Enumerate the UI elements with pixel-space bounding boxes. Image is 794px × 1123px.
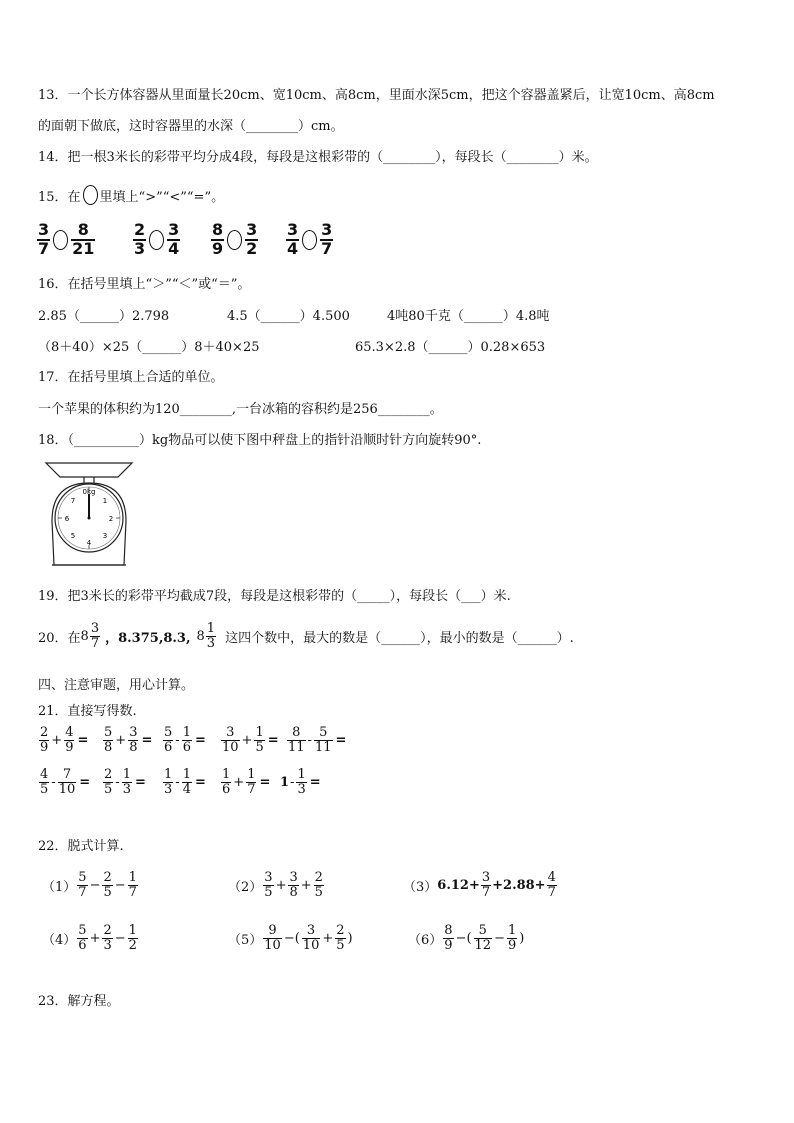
- fraction: $\frac{7}{10}$: [58, 767, 76, 797]
- fraction: $\frac{2}{5}$: [314, 870, 323, 900]
- fraction: $\frac{1}{6}$: [222, 767, 231, 797]
- q21-item: $\frac{5}{6}$ - $\frac{1}{6}$ =: [164, 725, 206, 755]
- fraction: $\frac{2}{9}$: [40, 725, 49, 755]
- fraction: $\frac{5}{8}$: [104, 725, 113, 755]
- q21-item: $\frac{8}{11}$ - $\frac{5}{11}$ =: [288, 725, 347, 755]
- fraction: $\frac{8}{21}$: [72, 220, 95, 258]
- q16-item: 65.3×2.8（______）0.28×653: [355, 340, 546, 355]
- compare-circle-icon: [83, 185, 98, 205]
- fraction: $\frac{3}{10}$: [222, 725, 239, 755]
- section-heading: 四、注意审题，用心计算。: [38, 678, 195, 693]
- mixed-number: [81, 622, 102, 650]
- q16-item: （8＋40）×25（______）8＋40×25: [38, 340, 260, 355]
- answer-circle[interactable]: [149, 230, 164, 250]
- q23-head: 23．解方程。: [38, 994, 120, 1009]
- fraction: $\frac{3}{4}$: [168, 220, 180, 258]
- mixed-whole: 8: [80, 628, 89, 644]
- fraction: $\frac{8}{9}$: [212, 220, 224, 258]
- problem-label: （1）: [42, 879, 77, 895]
- scale-number: 4: [86, 539, 92, 547]
- q17-head: 17．在括号里填上合适的单位。: [38, 370, 224, 385]
- q16-head: 16．在括号里填上“＞”“＜”或“＝”。: [38, 277, 251, 292]
- answer-circle[interactable]: [227, 230, 242, 250]
- fraction: $\frac{2}{5}$: [336, 923, 345, 953]
- q21-item: $\frac{1}{3}$ - $\frac{1}{4}$ =: [164, 767, 206, 797]
- fraction: $\frac{4}{5}$: [40, 767, 49, 797]
- q22-problem-4: （4） $\frac{5}{6}$ + $\frac{2}{3}$ − $\frac{1}{2}$: [42, 923, 137, 953]
- fraction: $\frac{1}{9}$: [507, 923, 517, 953]
- fraction: $\frac{3}{8}$: [129, 725, 138, 755]
- q21-item: $\frac{3}{10}$ + $\frac{1}{5}$ =: [222, 725, 279, 755]
- scale-zero-label: 0kg: [82, 488, 96, 496]
- fraction: $\frac{1}{7}$: [247, 767, 256, 797]
- q17-line: 一个苹果的体积约为120________,一台冰箱的容积约是256________。: [38, 402, 443, 417]
- q21-item: $\frac{2}{5}$ - $\frac{1}{3}$ =: [104, 767, 146, 797]
- q16-item: 4.5（______）4.500: [227, 309, 350, 324]
- q15-pair: [36, 222, 132, 258]
- scale-number: 2: [108, 515, 114, 523]
- q18-line: 18．（__________）kg物品可以使下图中秤盘上的指针沿顺时针方向旋转90°.: [38, 433, 482, 448]
- scale-number: 5: [70, 532, 76, 540]
- q20-post: 这四个数中，最大的数是（______），最小的数是（______）.: [225, 630, 574, 646]
- problem-label: （5）: [228, 932, 263, 948]
- scale-number: 3: [102, 532, 108, 540]
- q21-row2: [38, 768, 321, 796]
- answer-circle[interactable]: [302, 230, 317, 250]
- fraction: $\frac{9}{10}$: [264, 923, 281, 953]
- fraction: $\frac{4}{9}$: [65, 725, 74, 755]
- answer-circle[interactable]: [53, 230, 68, 250]
- fraction: $\frac{1}{3}$: [206, 621, 216, 651]
- q21-item: 1 - $\frac{1}{3}$ =: [280, 767, 321, 797]
- q22-problem-2: （2） $\frac{3}{5}$ + $\frac{3}{8}$ + $\frac{2}{5}$: [228, 870, 323, 900]
- q20-pre: 20．在: [38, 630, 81, 646]
- fraction: $\frac{3}{7}$: [90, 621, 100, 651]
- problem-label: （4）: [42, 932, 77, 948]
- q22-problem-3: （3） 6.12+ $\frac{3}{7}$ +2.88+ $\frac{4}{7}$: [403, 870, 556, 900]
- q13-line1: 13．一个长方体容器从里面量长20cm、宽10cm、高8cm，里面水深5cm，把这个容器盖紧后，让宽10cm、高8cm: [38, 88, 715, 103]
- q15-pair: [210, 222, 285, 258]
- q14-text: 14．把一根3米长的彩带平均分成4段，每段是这根彩带的（________），每段长（________）米。: [38, 150, 598, 165]
- fraction: $\frac{2}{3}$: [103, 923, 112, 953]
- fraction: $\frac{1}{3}$: [164, 767, 173, 797]
- fraction: $\frac{5}{11}$: [314, 725, 332, 755]
- fraction: $\frac{3}{10}$: [302, 923, 320, 953]
- fraction: $\frac{3}{7}$: [38, 220, 50, 258]
- fraction: $\frac{5}{12}$: [474, 923, 492, 953]
- fraction: $\frac{1}{7}$: [128, 870, 137, 900]
- q15-head: [38, 185, 224, 205]
- fraction: $\frac{3}{8}$: [289, 870, 298, 900]
- q21-item: $\frac{4}{5}$ - $\frac{7}{10}$ =: [40, 767, 91, 797]
- q21-item: $\frac{1}{6}$ + $\frac{1}{7}$ =: [222, 767, 271, 797]
- q15-pairs: [36, 222, 334, 258]
- q15-head-b: 里填上“>”“<”“=”。: [99, 189, 225, 205]
- fraction: $\frac{2}{3}$: [134, 220, 146, 258]
- fraction: $\frac{3}{7}$: [481, 870, 491, 900]
- problem-label: （3）: [403, 879, 438, 895]
- q20-line: [38, 622, 574, 650]
- fraction: $\frac{3}{4}$: [287, 220, 299, 258]
- q20-mid: ，8.375,8.3,: [105, 630, 191, 646]
- fraction: $\frac{1}{3}$: [297, 767, 306, 797]
- q21-item: $\frac{5}{8}$ + $\frac{3}{8}$ =: [104, 725, 153, 755]
- fraction: $\frac{1}{5}$: [255, 725, 264, 755]
- q22-problem-6: （6） $\frac{8}{9}$ −( $\frac{5}{12}$ − $\frac{1}{9}$ ): [408, 923, 525, 953]
- q16-item: 2.85（______）2.798: [38, 309, 170, 324]
- q19-text: 19．把3米长的彩带平均截成7段，每段是这根彩带的（_____），每段长（___）米.: [38, 589, 511, 604]
- scale-number: 1: [102, 497, 108, 505]
- q21-head: 21．直接写得数.: [38, 704, 137, 719]
- fraction: $\frac{1}{4}$: [182, 767, 191, 797]
- q13-line2: 的面朝下做底，这时容器里的水深（________）cm。: [38, 119, 344, 134]
- q22-head: 22．脱式计算.: [38, 839, 124, 854]
- fraction: $\frac{1}{2}$: [128, 923, 137, 953]
- q15-pair: [132, 222, 210, 258]
- q21-item: $\frac{2}{9}$ + $\frac{4}{9}$ =: [40, 725, 89, 755]
- fraction: $\frac{1}{3}$: [122, 767, 131, 797]
- fraction: $\frac{3}{7}$: [321, 220, 333, 258]
- fraction: $\frac{5}{6}$: [78, 923, 87, 953]
- fraction: $\frac{5}{6}$: [164, 725, 173, 755]
- mixed-number: [197, 622, 218, 650]
- fraction: $\frac{2}{5}$: [103, 870, 112, 900]
- fraction: $\frac{8}{9}$: [444, 923, 453, 953]
- q21-row1: [38, 726, 346, 754]
- problem-label: （6）: [408, 932, 443, 948]
- fraction: $\frac{3}{2}$: [246, 220, 258, 258]
- q22-problem-5: （5） $\frac{9}{10}$ −( $\frac{3}{10}$ + $\frac{2}{5}$ ): [228, 923, 353, 953]
- problem-label: （2）: [228, 879, 263, 895]
- q15-pair: [285, 222, 334, 258]
- q22-problem-1: （1） $\frac{5}{7}$ − $\frac{2}{5}$ − $\frac{1}{7}$: [42, 870, 137, 900]
- fraction: $\frac{4}{7}$: [547, 870, 556, 900]
- scale-number: 7: [70, 497, 76, 505]
- q16-item: 4吨80千克（______）4.8吨: [387, 309, 550, 324]
- fraction: $\frac{1}{6}$: [182, 725, 191, 755]
- mixed-whole: 8: [196, 628, 205, 644]
- fraction: $\frac{2}{5}$: [104, 767, 113, 797]
- scale-number: 6: [64, 515, 70, 523]
- fraction: $\frac{8}{11}$: [288, 725, 305, 755]
- fraction: $\frac{3}{5}$: [264, 870, 273, 900]
- fraction: $\frac{5}{7}$: [78, 870, 87, 900]
- kitchen-scale-icon: [38, 461, 140, 569]
- q15-head-a: 15．在: [38, 189, 81, 205]
